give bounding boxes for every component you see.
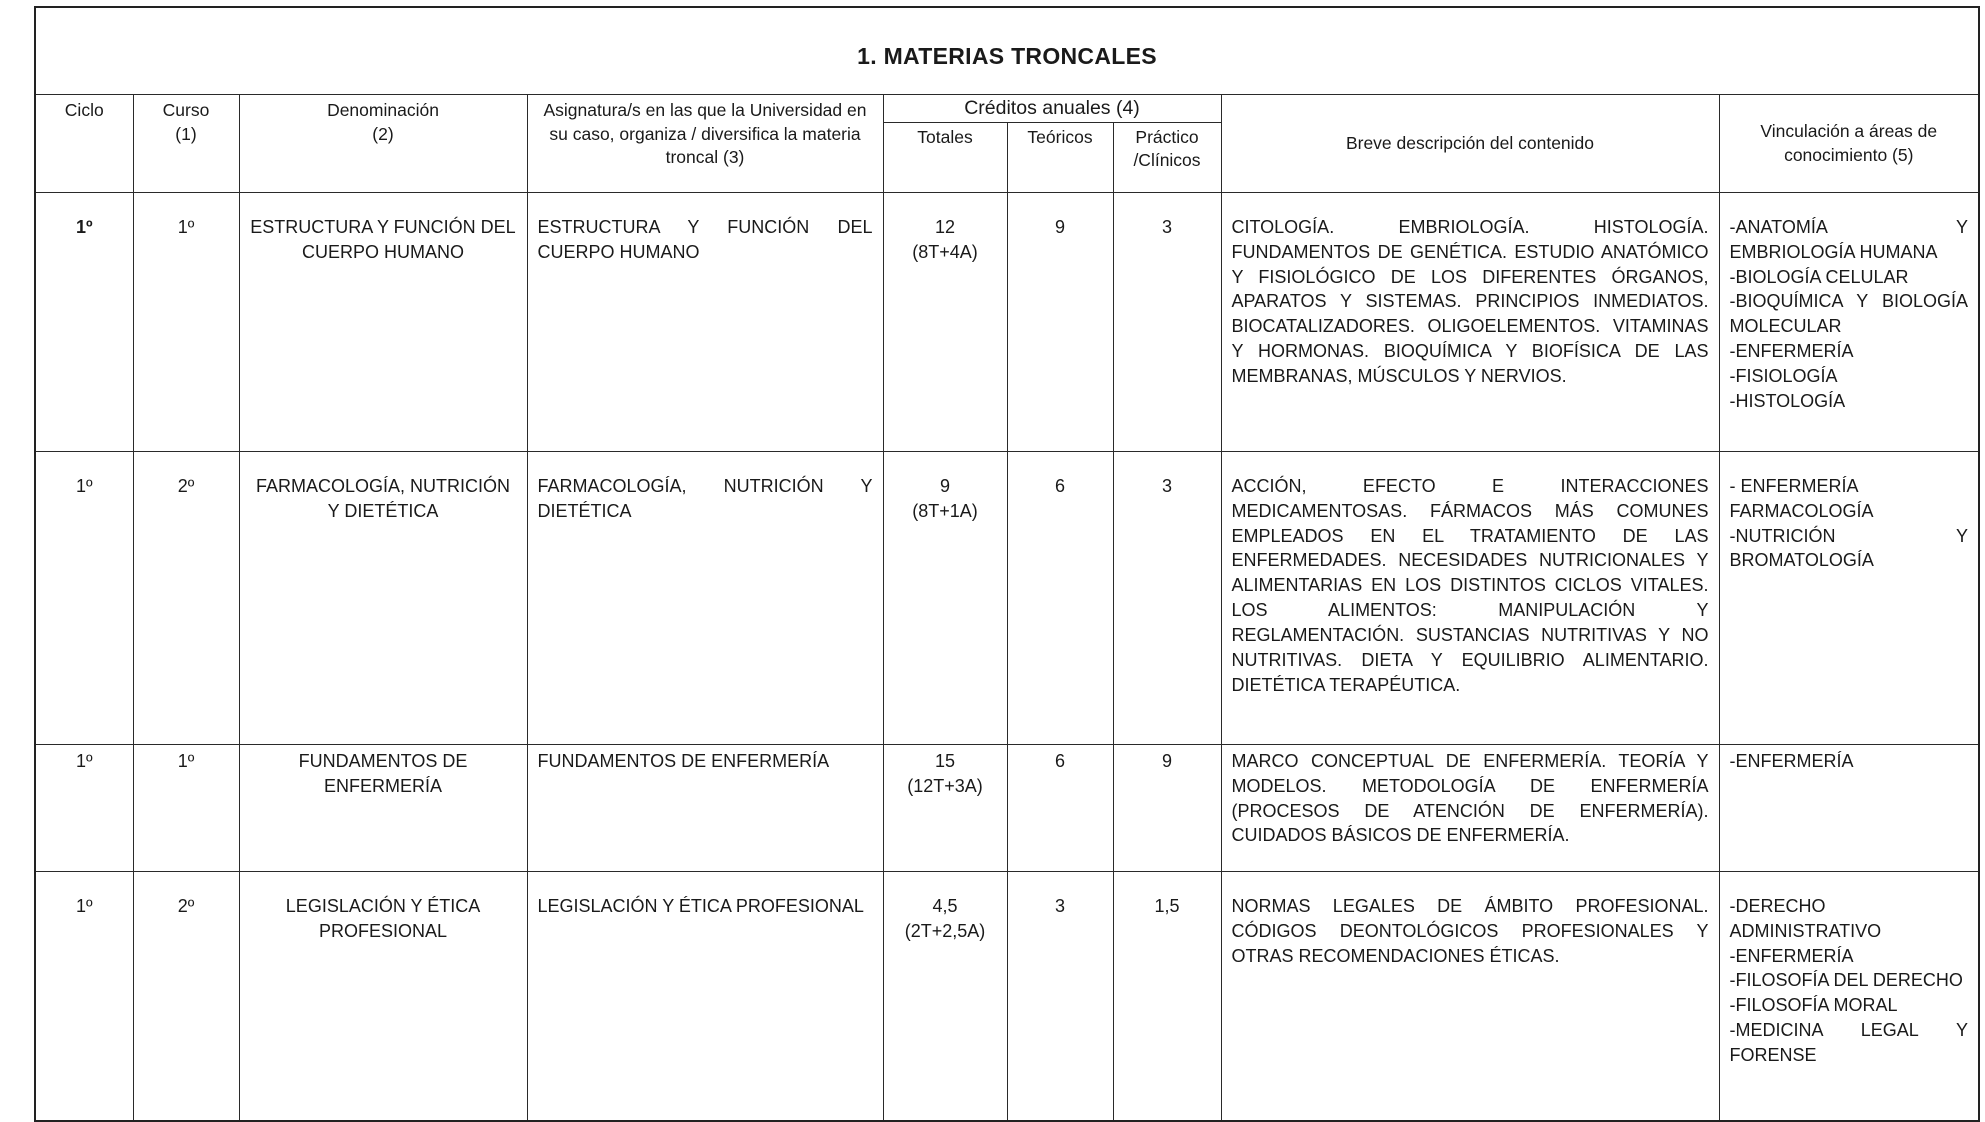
header-totales bbox=[883, 123, 1007, 193]
cell-asignatura: ESTRUCTURA Y FUNCIÓN DEL CUERPO HUMANO bbox=[527, 193, 883, 452]
cell-vinculacion bbox=[1719, 745, 1979, 872]
totales-value: 4,5 bbox=[932, 896, 958, 916]
vinculacion-item: FARMACOLOGÍA bbox=[1729, 500, 1874, 521]
vinculacion-item: -FISIOLOGÍA bbox=[1729, 365, 1838, 386]
cell-denominacion: FARMACOLOGÍA, NUTRICIÓN Y DIETÉTICA bbox=[239, 452, 527, 745]
totales-value: 12 bbox=[934, 217, 956, 237]
cell-curso: 1º bbox=[133, 745, 239, 872]
totales-detail: (8T+4A) bbox=[912, 241, 978, 262]
table-title bbox=[35, 7, 1979, 95]
vinculacion-item: -NUTRICIÓN Y BROMATOLOGÍA bbox=[1729, 525, 1968, 571]
header-row bbox=[35, 95, 1979, 123]
vinculacion-item: -FILOSOFÍA MORAL bbox=[1729, 995, 1898, 1016]
vinculacion-item: -MEDICINA LEGAL Y FORENSE bbox=[1729, 1020, 1968, 1065]
header-denominacion-note: (2) bbox=[372, 123, 394, 144]
cell-curso: 2º bbox=[133, 872, 239, 1122]
vinculacion-item: -ENFERMERÍA bbox=[1729, 751, 1854, 771]
header-teoricos bbox=[1007, 123, 1113, 193]
header-asignatura-label: Asignatura/s en las que la Universidad en su caso, organiza / diversifica la materia troncal (3) bbox=[543, 100, 867, 168]
vinculacion-item: - ENFERMERÍA bbox=[1729, 476, 1859, 496]
cell-vinculacion bbox=[1719, 452, 1979, 745]
cell-curso: 1º bbox=[133, 193, 239, 452]
header-practico-label: Práctico /Clínicos bbox=[1133, 127, 1201, 170]
cell-ciclo: 1º bbox=[35, 452, 133, 745]
header-descripcion bbox=[1221, 95, 1719, 193]
totales-value: 9 bbox=[939, 476, 950, 496]
cell-vinculacion bbox=[1719, 872, 1979, 1122]
vinculacion-item: -BIOLOGÍA CELULAR bbox=[1729, 266, 1909, 287]
cell-ciclo: 1º bbox=[35, 193, 133, 452]
cell-teoricos: 6 bbox=[1007, 452, 1113, 745]
cell-denominacion: LEGISLACIÓN Y ÉTICA PROFESIONAL bbox=[239, 872, 527, 1122]
cell-ciclo: 1º bbox=[35, 872, 133, 1122]
header-curso-note: (1) bbox=[175, 123, 197, 144]
header-curso bbox=[133, 95, 239, 193]
cell-practicos: 9 bbox=[1113, 745, 1221, 872]
cell-descripcion: MARCO CONCEPTUAL DE ENFERMERÍA. TEORÍA Y MODELOS. METODOLOGÍA DE ENFERMERÍA (PROCESOS DE ATENCIÓN DE ENFERMERÍA). CUIDADOS BÁSICOS DE ENFERMERÍA. bbox=[1221, 745, 1719, 872]
cell-teoricos: 6 bbox=[1007, 745, 1113, 872]
title-text: 1. MATERIAS TRONCALES bbox=[857, 42, 1157, 69]
vinculacion-item: -FILOSOFÍA DEL DERECHO bbox=[1729, 970, 1963, 991]
cell-denominacion: FUNDAMENTOS DE ENFERMERÍA bbox=[239, 745, 527, 872]
vinculacion-item: -ANATOMÍA Y EMBRIOLOGÍA HUMANA bbox=[1729, 217, 1968, 262]
cell-descripcion: ACCIÓN, EFECTO E INTERACCIONES MEDICAMENTOSAS. FÁRMACOS MÁS COMUNES EMPLEADOS EN EL TRATAMIENTO DE LAS ENFERMEDADES. NECESIDADES NUTRICIONALES Y ALIMENTARIAS EN LOS DISTINTOS CICLOS VITALES. LOS ALIMENTOS: MANIPULACIÓN Y REGLAMENTACIÓN. SUSTANCIAS NUTRITIVAS Y NO NUTRITIVAS. DIETA Y EQUILIBRIO ALIMENTARIO. DIETÉTICA TERAPÉUTICA. bbox=[1221, 452, 1719, 745]
header-practico bbox=[1113, 123, 1221, 193]
header-descripcion-label: Breve descripción del contenido bbox=[1345, 132, 1595, 153]
cell-vinculacion bbox=[1719, 193, 1979, 452]
cell-descripcion: CITOLOGÍA. EMBRIOLOGÍA. HISTOLOGÍA. FUNDAMENTOS DE GENÉTICA. ESTUDIO ANATÓMICO Y FISIOLÓGICO DE LOS DIFERENTES ÓRGANOS, APARATOS Y SISTEMAS. PRINCIPIOS INMEDIATOS. BIOCATALIZADORES. OLIGOELEMENTOS. VITAMINAS Y HORMONAS. BIOQUÍMICA Y BIOFÍSICA DE LAS MEMBRANAS, MÚSCULOS Y NERVIOS. bbox=[1221, 193, 1719, 452]
cell-ciclo: 1º bbox=[35, 745, 133, 872]
cell-totales bbox=[883, 193, 1007, 452]
header-creditos bbox=[883, 95, 1221, 123]
cell-asignatura: FARMACOLOGÍA, NUTRICIÓN Y DIETÉTICA bbox=[527, 452, 883, 745]
header-ciclo bbox=[35, 95, 133, 193]
header-totales-label: Totales bbox=[917, 127, 973, 147]
cell-teoricos: 9 bbox=[1007, 193, 1113, 452]
cell-descripcion: NORMAS LEGALES DE ÁMBITO PROFESIONAL. CÓDIGOS DEONTOLÓGICOS PROFESIONALES Y OTRAS RECOMENDACIONES ÉTICAS. bbox=[1221, 872, 1719, 1122]
cell-totales bbox=[883, 745, 1007, 872]
header-denominacion bbox=[239, 95, 527, 193]
table-row bbox=[35, 872, 1979, 1122]
cell-asignatura: FUNDAMENTOS DE ENFERMERÍA bbox=[527, 745, 883, 872]
totales-detail: (8T+1A) bbox=[912, 500, 978, 521]
header-teoricos-label: Teóricos bbox=[1027, 127, 1093, 147]
vinculacion-item: -HISTOLOGÍA bbox=[1729, 390, 1846, 411]
header-vinculacion-label: Vinculación a áreas de conocimiento (5) bbox=[1760, 120, 1938, 165]
vinculacion-item: -ENFERMERÍA bbox=[1729, 945, 1854, 966]
materias-troncales-table bbox=[34, 6, 1980, 1122]
cell-practicos: 3 bbox=[1113, 193, 1221, 452]
cell-practicos: 3 bbox=[1113, 452, 1221, 745]
cell-asignatura: LEGISLACIÓN Y ÉTICA PROFESIONAL bbox=[527, 872, 883, 1122]
header-curso-label: Curso bbox=[162, 100, 210, 120]
totales-detail: (12T+3A) bbox=[907, 775, 983, 796]
cell-totales bbox=[883, 452, 1007, 745]
header-ciclo-label: Ciclo bbox=[64, 100, 104, 120]
header-denominacion-label: Denominación bbox=[327, 100, 439, 120]
cell-denominacion: ESTRUCTURA Y FUNCIÓN DEL CUERPO HUMANO bbox=[239, 193, 527, 452]
header-vinculacion bbox=[1719, 95, 1979, 193]
cell-practicos: 1,5 bbox=[1113, 872, 1221, 1122]
table-row bbox=[35, 745, 1979, 872]
totales-value: 15 bbox=[934, 751, 956, 771]
table-row bbox=[35, 452, 1979, 745]
vinculacion-item: -DERECHO ADMINISTRATIVO bbox=[1729, 896, 1882, 941]
table-row bbox=[35, 193, 1979, 452]
cell-curso: 2º bbox=[133, 452, 239, 745]
vinculacion-item: -BIOQUÍMICA Y BIOLOGÍA MOLECULAR bbox=[1729, 291, 1968, 337]
vinculacion-item: -ENFERMERÍA bbox=[1729, 341, 1854, 362]
header-asignatura bbox=[527, 95, 883, 193]
cell-totales bbox=[883, 872, 1007, 1122]
totales-detail: (2T+2,5A) bbox=[904, 920, 986, 941]
cell-teoricos: 3 bbox=[1007, 872, 1113, 1122]
header-creditos-label: Créditos anuales (4) bbox=[964, 97, 1140, 119]
